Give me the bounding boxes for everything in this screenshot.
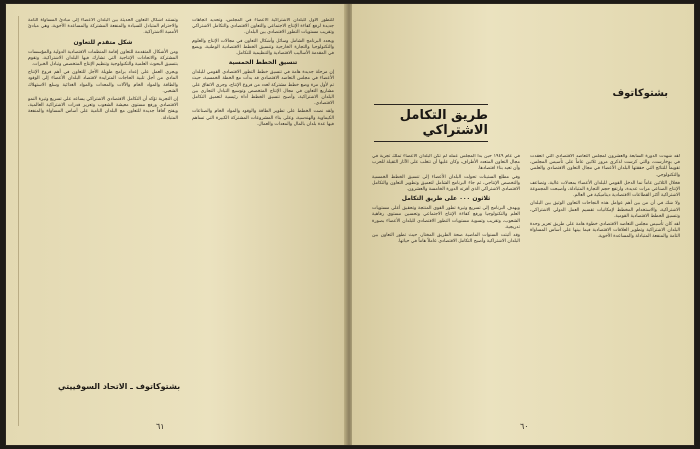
section-heading: تنسيق الخطط الخمسية [228,59,298,67]
paragraph: إن مرحلة جديدة هامة في تنسيق خطط التطور الاقتصادي القومي للبلدان الأعضاء في مجلس التعاضد الاقتصادي قد بدأت مع الخطة الخمسية، حيث تم لأول مرة وضع خطط مشتركة لعدد من فروع الإنتاج، وجرى الاتفاق على مشاريع التعاون في مجال الإنتاج المتخصص وتوسيع التبادل التجاري بين البلدان الاشتراكية، وأصبح تنسيق الخطط أداة رئيسية لتعميق التكامل الاقتصادي. [192,70,334,107]
paragraph: في عام ١٩٤٩ حين بدأ المجلس عمله لم تكن البلدان الأعضاء تملك تجربة في مجال التعاون المتعدد الأطراف، وكان عليها أن تتغلب على الآثار الثقيلة للحرب وأن تعيد بناء اقتصادها. [372,154,520,172]
right-page-column-right [530,154,680,416]
paragraph: إن التجربة تؤكد أن التكامل الاقتصادي الاشتراكي يساعد على تسريع وتيرة النمو الاقتصادي ورفع مستوى معيشة الشعوب وتعزيز قدرات الاشتراكية العالمية، ويفتح آفاقاً جديدة للتعاون مع البلدان النامية على أساس المساواة والمنفعة المتبادلة. [28,97,178,121]
left-page-column-left [28,18,178,376]
page-number: ٦٠ [520,422,529,431]
magazine-spread [6,4,694,445]
page-edge-rule [18,16,19,426]
paragraph: ويحدد البرنامج الشامل وسائل وأشكال التعاون في مجالات الإنتاج والعلوم والتكنولوجيا والتجارة الخارجية وتنسيق الخطط الاقتصادية الوطنية، ويضع في المقدمة الأساليب الاقتصادية والتنظيمية للتكامل. [192,38,334,57]
paragraph: فخلال الثلاثين عاماً نما الدخل القومي للبلدان الأعضاء بمعدلات عالية، وتضاعف الإنتاج الصناعي مرات عديدة، وارتفع حجم التجارة المتبادلة، وأصبحت المجموعة الاشتراكية أكثر القطاعات الاقتصادية ديناميكية في العالم. [530,180,680,199]
article-author: بشتوكاتوف [612,88,668,99]
left-page-column-right [192,18,334,410]
page-number: ٦١ [156,422,165,431]
left-page [6,4,346,445]
paragraph: وقد أثبتت السنوات الماضية صحة الطريق المختار، حيث تطور التعاون بين البلدان الاشتراكية وأصبح التكامل الاقتصادي عاملاً هاماً في حياتها. [372,233,520,245]
section-heading: شكل متقدم للتعاون [73,38,133,46]
paragraph: لقد شهدت الدورة السابعة والعشرون لمجلس التعاضد الاقتصادي التي انعقدت في بوخارست، والتي كرست لذكرى مرور ثلاثين عاماً على تأسيس المجلس، تقويماً للنتائج التي حققتها البلدان الأعضاء في مجال التعاون الاقتصادي والعلمي والتكنولوجي. [530,154,680,178]
paragraph: وتستند أشكال التعاون الحديثة بين البلدان الأعضاء إلى مبادئ المساواة التامة والاحترام المتبادل للسيادة والمنفعة المشتركة والمساعدة الأخوية، وهي مبادئ الأممية الاشتراكية. [28,18,178,36]
right-page-column-left [372,154,520,416]
paragraph: لقد كان تأسيس مجلس التعاضد الاقتصادي خطوة هامة على طريق تعزيز وحدة البلدان الاشتراكية وتطوير العلاقات الاقتصادية فيما بينها على أساس المساواة التامة والمنفعة المتبادلة والمساعدة الأخوية. [530,222,680,240]
paragraph: ويهدف البرنامج إلى تسريع وتيرة تطور القوى المنتجة وتحقيق أعلى مستويات العلم والتكنولوجيا ورفع كفاءة الإنتاج الاجتماعي وتحسين مستوى رفاهية الشعوب، وتقريب وتسوية مستويات التطور الاقتصادي للبلدان الأعضاء بصورة تدريجية. [372,206,520,230]
right-page [352,4,694,445]
paragraph: ولقد نصت الخطط على تطوير الطاقة والوقود والمواد الخام والصناعات الكيماوية والهندسية، وعلى بناء المشروعات المشتركة الكبيرة التي تساهم فيها عدة بلدان بالمال والمعدات والعمال. [192,109,334,127]
author-footer: بشتوكاتوف ـ الاتحاد السوفييتي [58,382,181,391]
paragraph: ويجري العمل على إعداد برامج طويلة الأجل للتعاون في أهم فروع الإنتاج المادي من أجل تلبية الحاجات المتزايدة لاقتصاد البلدان الأعضاء إلى الوقود والطاقة والمواد الخام والآلات والمعدات والمواد الغذائية وسلع الاستهلاك الشعبي. [28,70,178,94]
paragraph: ومن الأشكال المتقدمة للتعاون إقامة المنظمات الاقتصادية الدولية والمؤسسات المشتركة والاتحادات الإنتاجية التي تشارك فيها البلدان الاشتراكية، وتقوم بتنسيق البحوث العلمية والتكنولوجية وتنظيم الإنتاج المتخصص وتبادل الخبرات. [28,49,178,68]
paragraph: ولا شك في أن من بين أهم عوامل هذه النجاحات التعاون الوثيق بين البلدان الاشتراكية، والاستخدام المخطط لإمكانيات تقسيم العمل الدولي الاشتراكي، وتنسيق الخطط الاقتصادية القومية. [530,201,680,219]
section-heading: ثلاثون ٠٠٠ على طريق التكامل [401,195,491,203]
article-title-box [374,104,488,142]
paragraph: للتطور الأول للبلدان الاشتراكية الأعضاء في المجلس، وتحديد اتجاهات جديدة لرفع كفاءة الإنتاج الاجتماعي والتعاون الاقتصادي والتكامل الاشتراكي وتقريب مستويات التطور الاقتصادي بين البلدان. [192,18,334,36]
article-title: طريق التكامل الاشتراكي [399,108,488,138]
paragraph: وفي مطلع الستينات تحولت البلدان الأعضاء إلى تنسيق الخطط الخمسية والتخصص الإنتاجي، ثم جاء البرنامج الشامل لتعميق وتطوير التعاون والتكامل الاقتصادي الاشتراكي الذي أقرته الدورة الخامسة والعشرون. [372,174,520,193]
